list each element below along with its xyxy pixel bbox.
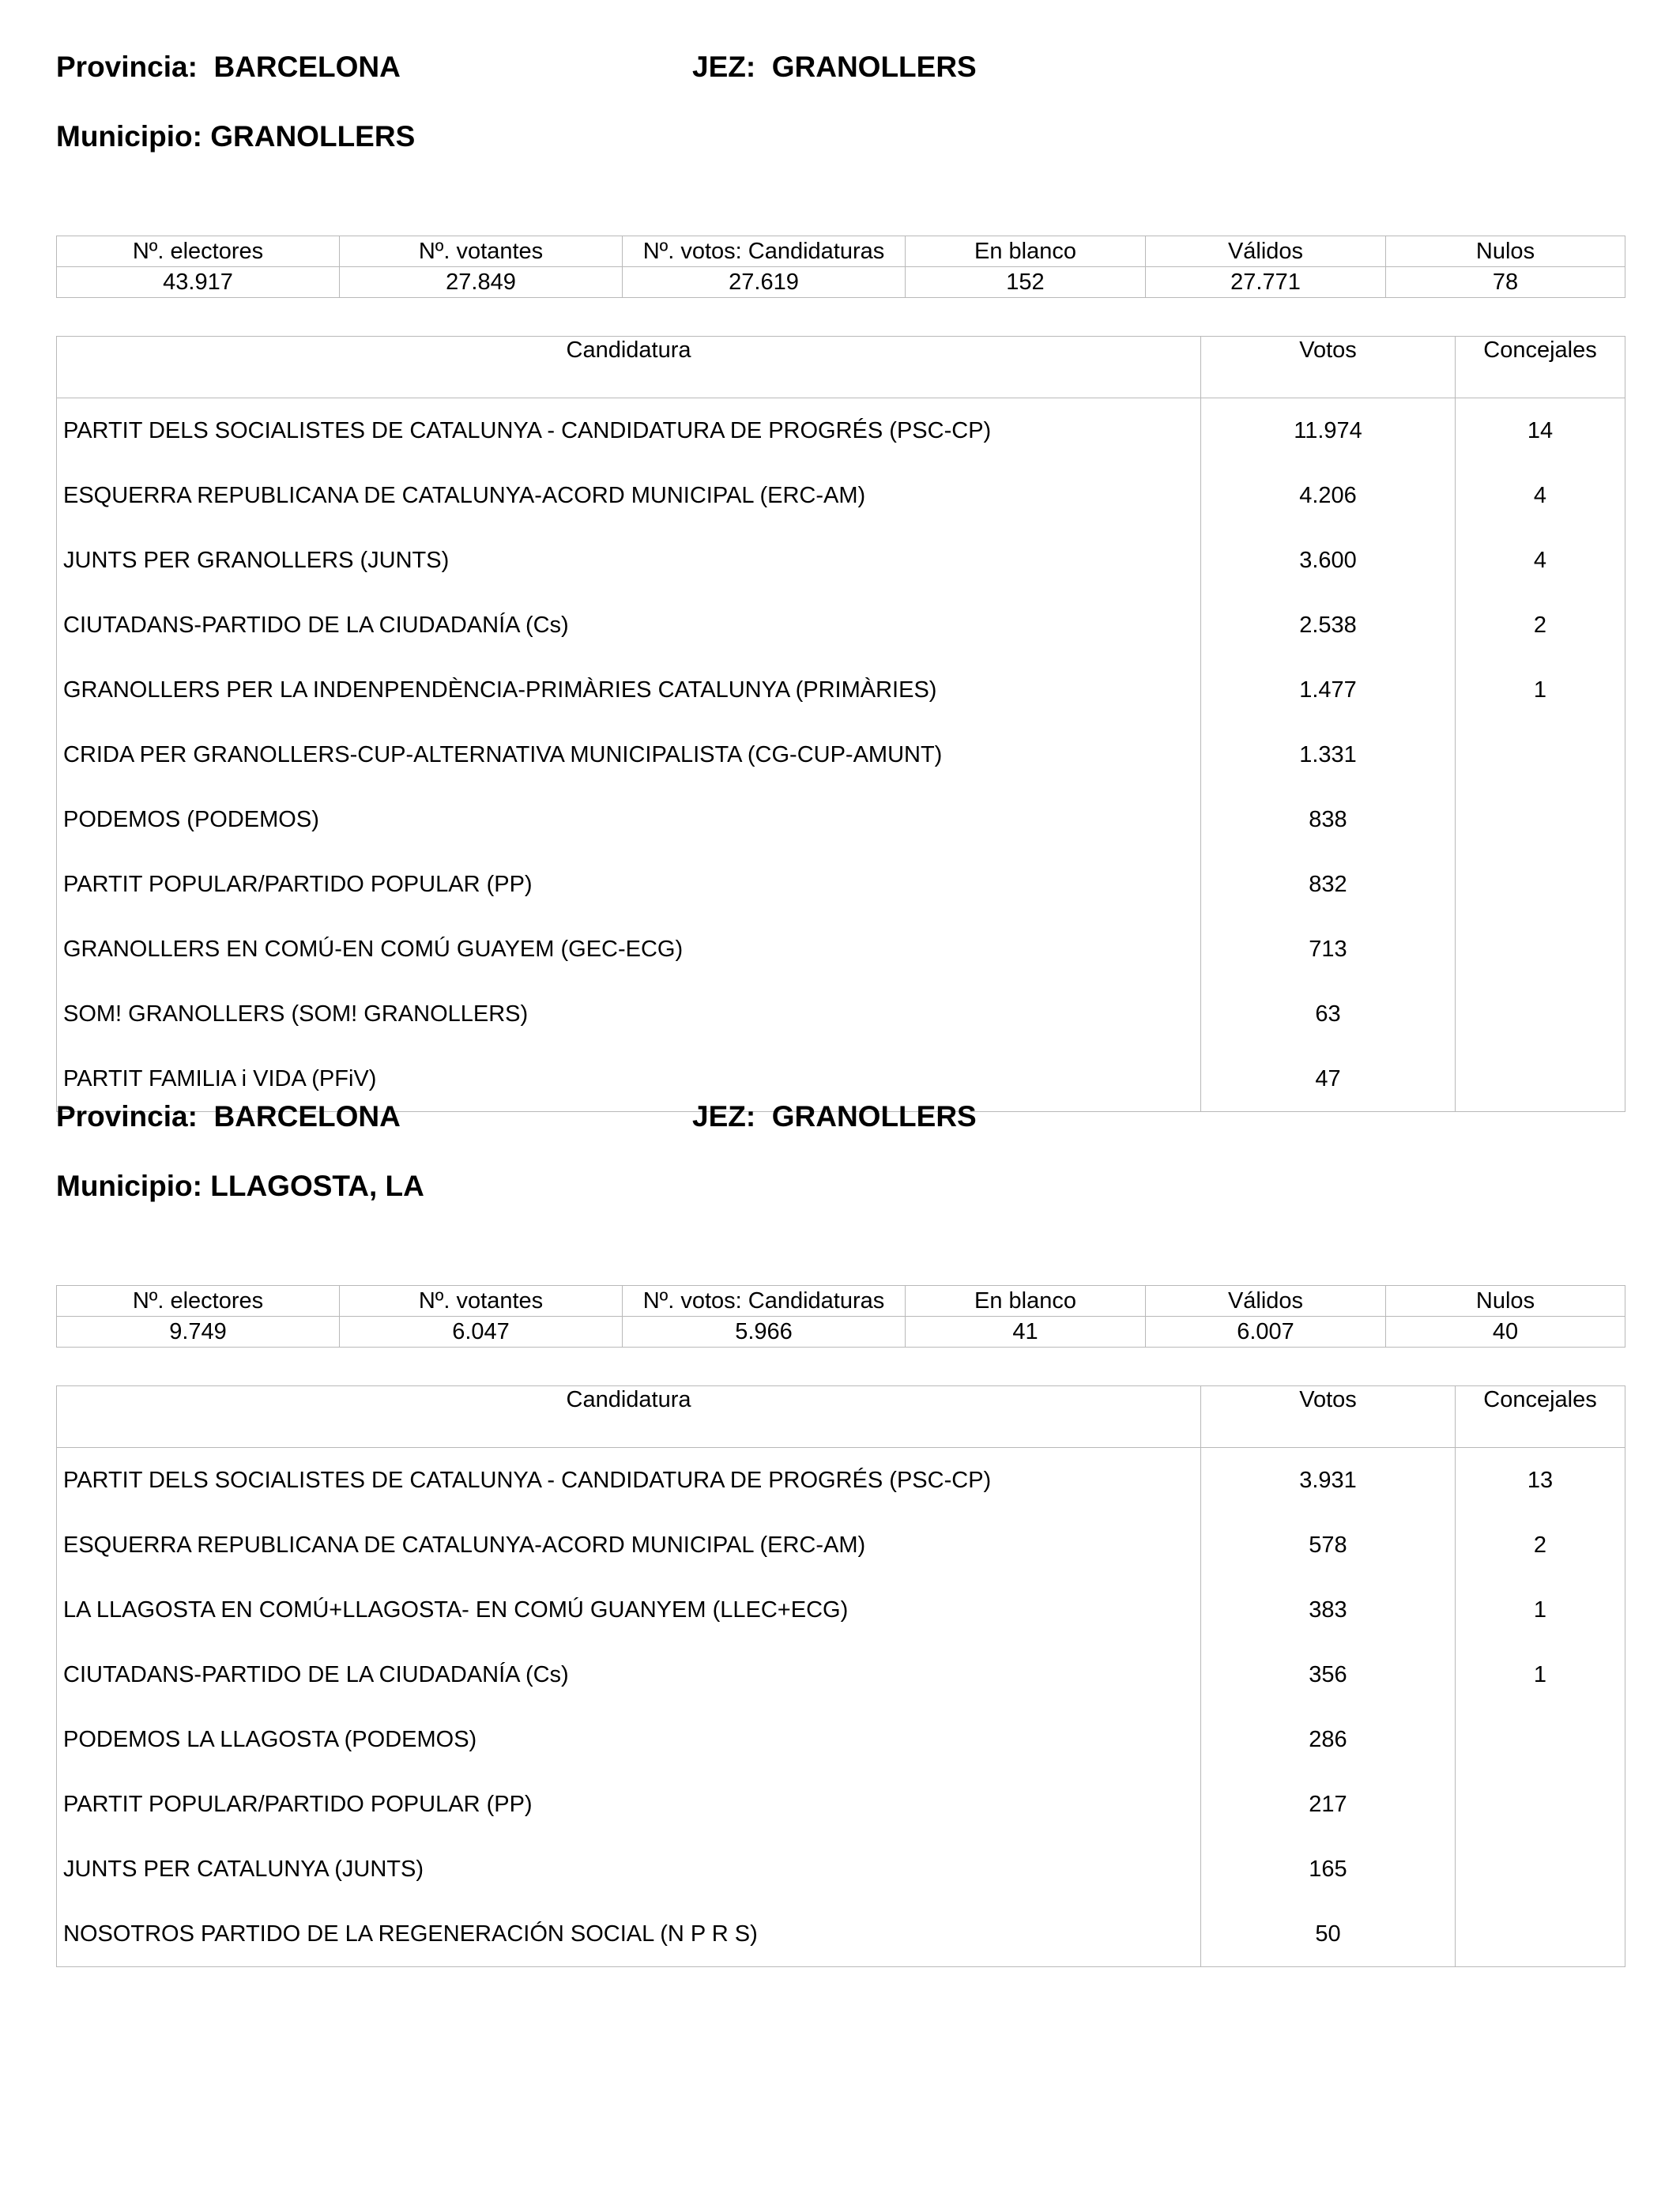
candidate-name: CIUTADANS-PARTIDO DE LA CIUDADANÍA (Cs) (57, 1642, 1201, 1707)
candidate-name: JUNTS PER CATALUNYA (JUNTS) (57, 1837, 1201, 1902)
summary-stats-table (56, 236, 1625, 298)
candidate-votes: 356 (1201, 1642, 1456, 1707)
candidate-name: PARTIT DELS SOCIALISTES DE CATALUNYA - CANDIDATURA DE PROGRÉS (PSC-CP) (57, 398, 1201, 464)
candidate-votes: 286 (1201, 1707, 1456, 1772)
stats-value-electores: 9.749 (57, 1317, 340, 1348)
candidate-votes: 11.974 (1201, 398, 1456, 464)
candidate-seats (1456, 787, 1625, 852)
stats-header-row (57, 236, 1625, 267)
candidate-seats: 2 (1533, 612, 1547, 638)
header-candidatura: Candidatura (57, 1386, 1201, 1448)
provincia-label: Provincia: BARCELONA (56, 1100, 401, 1133)
header-votos: Votos (1201, 1386, 1456, 1448)
candidate-votes: 47 (1201, 1046, 1456, 1112)
candidate-votes: 2.538 (1201, 593, 1456, 658)
candidate-name: GRANOLLERS PER LA INDENPENDÈNCIA-PRIMÀRIES CATALUNYA (PRIMÀRIES) (57, 658, 1201, 722)
stats-header-votantes: Nº. votantes (340, 1286, 623, 1317)
candidate-name: PODEMOS (PODEMOS) (57, 787, 1201, 852)
candidate-name: SOM! GRANOLLERS (SOM! GRANOLLERS) (57, 982, 1201, 1046)
stats-value-en-blanco: 152 (906, 267, 1146, 298)
stats-value-electores: 43.917 (57, 267, 340, 298)
candidate-seats: 4 (1533, 547, 1547, 573)
stats-value-en-blanco: 41 (906, 1317, 1146, 1348)
table-row (57, 1772, 1625, 1837)
stats-header-electores: Nº. electores (57, 1286, 340, 1317)
stats-header-votantes: Nº. votantes (340, 236, 623, 267)
candidate-seats (1456, 917, 1625, 982)
stats-value-row (57, 267, 1625, 298)
candidate-votes: 713 (1201, 917, 1456, 982)
stats-value-nulos: 78 (1386, 267, 1625, 298)
candidate-name: LA LLAGOSTA EN COMÚ+LLAGOSTA- EN COMÚ GUANYEM (LLEC+ECG) (57, 1578, 1201, 1642)
candidate-name: CRIDA PER GRANOLLERS-CUP-ALTERNATIVA MUNICIPALISTA (CG-CUP-AMUNT) (57, 722, 1201, 787)
municipality-header (56, 1100, 1625, 1239)
provincia-label: Provincia: BARCELONA (56, 51, 401, 83)
candidates-table (56, 336, 1625, 1112)
stats-header-validos: Válidos (1146, 236, 1386, 267)
candidate-votes: 1.331 (1201, 722, 1456, 787)
candidate-seats (1456, 1902, 1625, 1967)
candidate-seats: 2 (1533, 1532, 1547, 1558)
jez-label: JEZ: GRANOLLERS (692, 1100, 977, 1133)
candidate-name: GRANOLLERS EN COMÚ-EN COMÚ GUAYEM (GEC-ECG) (57, 917, 1201, 982)
candidates-table (56, 1385, 1625, 1967)
table-row (57, 1642, 1625, 1707)
table-row (57, 1902, 1625, 1967)
candidate-seats: 13 (1527, 1467, 1554, 1493)
candidate-name: ESQUERRA REPUBLICANA DE CATALUNYA-ACORD MUNICIPAL (ERC-AM) (57, 1513, 1201, 1578)
candidate-votes: 832 (1201, 852, 1456, 917)
municipio-label: Municipio: LLAGOSTA, LA (56, 1170, 424, 1202)
candidate-votes: 3.600 (1201, 528, 1456, 593)
candidate-votes: 4.206 (1201, 463, 1456, 528)
candidate-name: PODEMOS LA LLAGOSTA (PODEMOS) (57, 1707, 1201, 1772)
stats-value-votos-candidaturas: 5.966 (623, 1317, 906, 1348)
candidate-seats (1456, 1837, 1625, 1902)
candidate-votes: 1.477 (1201, 658, 1456, 722)
candidate-votes: 578 (1201, 1513, 1456, 1578)
candidate-votes: 217 (1201, 1772, 1456, 1837)
table-row (57, 528, 1625, 593)
table-row (57, 593, 1625, 658)
table-row (57, 1707, 1625, 1772)
table-row (57, 787, 1625, 852)
table-row (57, 1448, 1625, 1514)
candidate-votes: 63 (1201, 982, 1456, 1046)
candidate-seats (1456, 1772, 1625, 1837)
candidate-name: CIUTADANS-PARTIDO DE LA CIUDADANÍA (Cs) (57, 593, 1201, 658)
table-row (57, 1578, 1625, 1642)
candidates-header-row (57, 337, 1625, 398)
stats-value-row (57, 1317, 1625, 1348)
table-row (57, 982, 1625, 1046)
candidate-seats (1456, 722, 1625, 787)
candidate-name: PARTIT POPULAR/PARTIDO POPULAR (PP) (57, 1772, 1201, 1837)
table-row (57, 852, 1625, 917)
candidates-header-row (57, 1386, 1625, 1448)
stats-header-electores: Nº. electores (57, 236, 340, 267)
table-row (57, 1513, 1625, 1578)
stats-header-votos-candidaturas: Nº. votos: Candidaturas (623, 1286, 906, 1317)
candidate-seats: 1 (1533, 677, 1547, 703)
stats-value-validos: 27.771 (1146, 267, 1386, 298)
table-row (57, 398, 1625, 464)
candidate-votes: 165 (1201, 1837, 1456, 1902)
candidate-seats: 1 (1533, 1661, 1547, 1687)
candidate-seats: 1 (1533, 1596, 1547, 1623)
stats-header-nulos: Nulos (1386, 1286, 1625, 1317)
stats-header-nulos: Nulos (1386, 236, 1625, 267)
header-concejales: Concejales (1456, 337, 1625, 398)
municipio-label: Municipio: GRANOLLERS (56, 120, 416, 153)
candidate-seats (1456, 982, 1625, 1046)
candidate-name: ESQUERRA REPUBLICANA DE CATALUNYA-ACORD MUNICIPAL (ERC-AM) (57, 463, 1201, 528)
table-row (57, 722, 1625, 787)
municipality-section-granollers (56, 51, 1625, 1091)
candidate-name: JUNTS PER GRANOLLERS (JUNTS) (57, 528, 1201, 593)
jez-label: JEZ: GRANOLLERS (692, 51, 977, 83)
stats-value-validos: 6.007 (1146, 1317, 1386, 1348)
stats-header-row (57, 1286, 1625, 1317)
stats-header-validos: Válidos (1146, 1286, 1386, 1317)
stats-header-votos-candidaturas: Nº. votos: Candidaturas (623, 236, 906, 267)
municipality-section-llagosta (56, 1100, 1625, 1947)
candidate-seats: 14 (1527, 417, 1554, 443)
candidate-votes: 383 (1201, 1578, 1456, 1642)
candidate-votes: 50 (1201, 1902, 1456, 1967)
stats-value-nulos: 40 (1386, 1317, 1625, 1348)
header-votos: Votos (1201, 337, 1456, 398)
table-row (57, 658, 1625, 722)
header-concejales: Concejales (1456, 1386, 1625, 1448)
candidate-seats: 4 (1533, 482, 1547, 508)
table-row (57, 917, 1625, 982)
candidate-name: PARTIT POPULAR/PARTIDO POPULAR (PP) (57, 852, 1201, 917)
municipality-header (56, 51, 1625, 190)
candidate-name: PARTIT DELS SOCIALISTES DE CATALUNYA - CANDIDATURA DE PROGRÉS (PSC-CP) (57, 1448, 1201, 1514)
candidate-votes: 3.931 (1201, 1448, 1456, 1514)
candidate-name: NOSOTROS PARTIDO DE LA REGENERACIÓN SOCIAL (N P R S) (57, 1902, 1201, 1967)
candidate-votes: 838 (1201, 787, 1456, 852)
stats-value-votantes: 27.849 (340, 267, 623, 298)
summary-stats-table (56, 1285, 1625, 1348)
stats-header-en-blanco: En blanco (906, 1286, 1146, 1317)
table-row (57, 1837, 1625, 1902)
table-row (57, 463, 1625, 528)
stats-value-votos-candidaturas: 27.619 (623, 267, 906, 298)
candidate-seats (1456, 1707, 1625, 1772)
candidate-seats (1456, 852, 1625, 917)
header-candidatura: Candidatura (57, 337, 1201, 398)
stats-header-en-blanco: En blanco (906, 236, 1146, 267)
stats-value-votantes: 6.047 (340, 1317, 623, 1348)
candidate-name: PARTIT FAMILIA i VIDA (PFiV) (57, 1046, 1201, 1112)
